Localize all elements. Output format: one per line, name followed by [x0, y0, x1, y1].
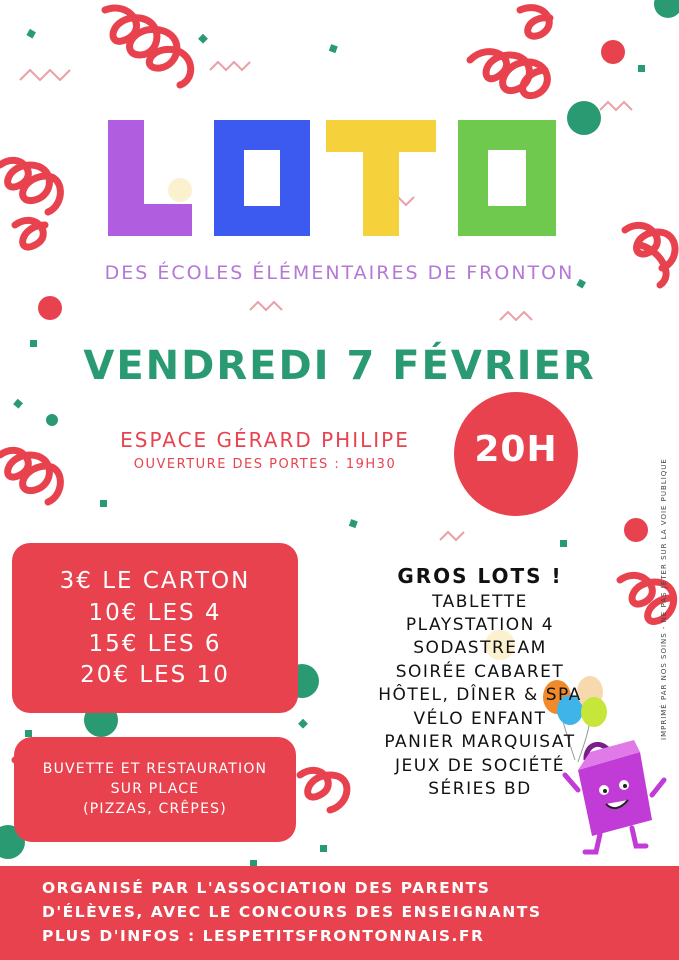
footer-line: D'ÉLÈVES, AVEC LE CONCOURS DES ENSEIGNANTS [42, 903, 542, 921]
door-opening: OUVERTURE DES PORTES : 19H30 [133, 457, 397, 472]
prize-item: TABLETTE [432, 592, 528, 612]
prize-item: SOIRÉE CABARET [395, 662, 565, 682]
print-notice: IMPRIMÉ PAR NOS SOINS - NE PAS JETER SUR LA VOIE PUBLIQUE [660, 458, 668, 740]
price-line: 20€ LES 10 [80, 662, 230, 688]
price-line: 15€ LES 6 [88, 631, 222, 657]
prize-item: PLAYSTATION 4 [405, 615, 555, 635]
subtitle: DES ÉCOLES ÉLÉMENTAIRES DE FRONTON [104, 262, 575, 284]
price-line: 10€ LES 4 [88, 600, 222, 626]
event-venue: ESPACE GÉRARD PHILIPE [120, 428, 410, 452]
loto-logo [108, 120, 556, 236]
event-time: 20H [474, 429, 558, 470]
prize-item: VÉLO ENFANT [413, 709, 547, 729]
food-line: BUVETTE ET RESTAURATION [42, 761, 268, 777]
prize-item: SODASTREAM [413, 638, 547, 658]
price-line: 3€ LE CARTON [59, 568, 251, 594]
prize-item: HÔTEL, DÎNER & SPA [378, 685, 582, 705]
prize-item: JEUX DE SOCIÉTÉ [395, 756, 565, 776]
prizes-heading: GROS LOTS ! [397, 564, 563, 588]
prize-item: SÉRIES BD [428, 779, 532, 799]
footer-line: PLUS D'INFOS : LESPETITSFRONTONNAIS.FR [42, 927, 485, 945]
food-line: SUR PLACE [110, 781, 200, 797]
event-date: VENDREDI 7 FÉVRIER [83, 343, 596, 389]
footer-line: ORGANISÉ PAR L'ASSOCIATION DES PARENTS [42, 879, 491, 897]
prize-item: PANIER MARQUISAT [384, 732, 576, 752]
food-line: (PIZZAS, CRÊPES) [83, 801, 227, 817]
